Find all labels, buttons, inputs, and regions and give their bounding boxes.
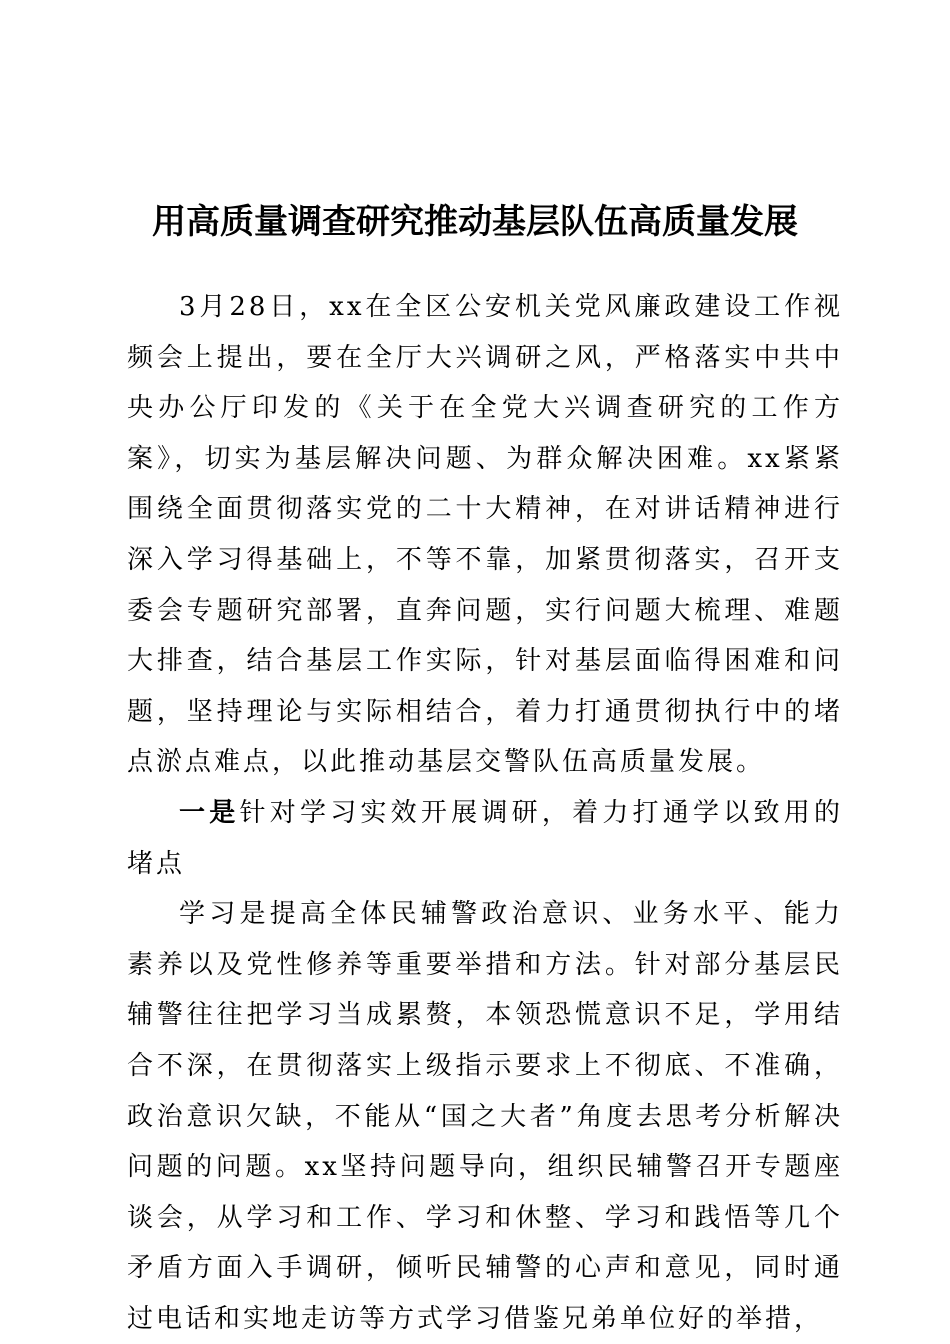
section-heading-text: 针对学习实效开展调研，着力打通学以致用的堵点 [127,797,843,879]
section-1-paragraph: 学习是提高全体民辅警政治意识、业务水平、能力素养以及党性修养等重要举措和方法。针对部分基层民辅警往往把学习当成累赘，本领恐慌意识不足，学用结合不深，在贯彻落实上级指示要求上不彻底、不准确，政治意识欠缺，不能从“国之大者”角度去思考分析解决问题的问题。xx坚持问题导向，组织民辅警召开专题座谈会，从学习和工作、学习和休整、学习和践悟等几个矛盾方面入手调研，倾听民辅警的心声和意见，同时通过电话和实地走访等方式学习借鉴兄弟单位好的举措， [127,899,843,1334]
section-heading-1 [127,788,843,889]
document-title: 用高质量调查研究推动基层队伍高质量发展 [152,202,798,242]
section-heading-lead: 一是 [179,797,240,828]
document-body [127,282,843,1344]
intro-paragraph: 3月28日，xx在全区公安机关党风廉政建设工作视频会上提出，要在全厅大兴调研之风，严格落实中共中央办公厅印发的《关于在全党大兴调查研究的工作方案》，切实为基层解决问题、为群众解决困难。xx紧紧围绕全面贯彻落实党的二十大精神，在对讲话精神进行深入学习得基础上，不等不靠，加紧贯彻落实，召开支委会专题研究部署，直奔问题，实行问题大梳理、难题大排查，结合基层工作实际，针对基层面临得困难和问题，坚持理论与实际相结合，着力打通贯彻执行中的堵点淤点难点，以此推动基层交警队伍高质量发展。 [127,292,843,778]
